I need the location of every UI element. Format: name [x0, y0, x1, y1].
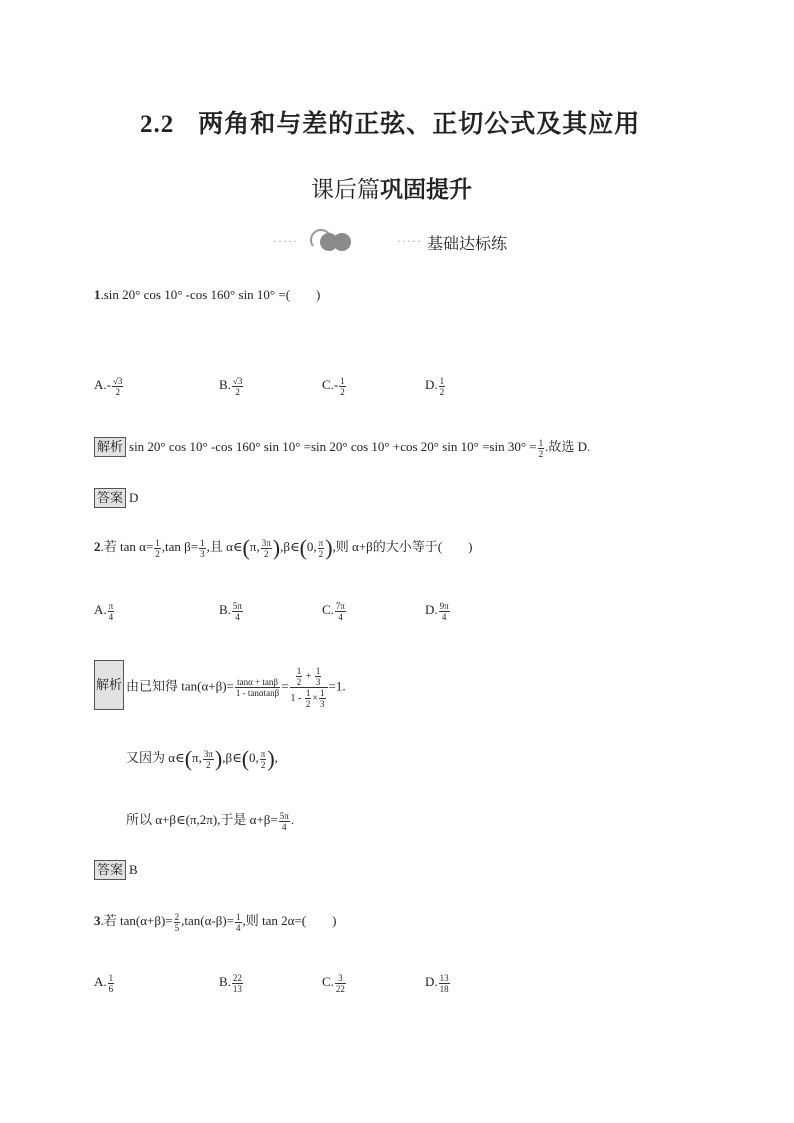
answer-value: D: [129, 490, 139, 505]
q3-option-c: C. $\frac{3}{22}$: [322, 972, 345, 994]
question-number: 2: [94, 539, 101, 554]
question-text: .sin 20° cos 10° -cos 160° sin 10° =( ): [100, 287, 321, 302]
q2-option-c: C. $\frac{7\pi}{4}$: [322, 600, 345, 622]
q1-answer: [94, 488, 138, 508]
q2-option-b: B. $\frac{5\pi}{4}$: [219, 600, 242, 622]
analysis-end: .故选 D.: [545, 439, 591, 454]
compound-fraction: $\frac{1}{2}$ + $\frac{1}{3}$ 1 - $\frac{1}{2}$ × $\frac{1}{3}$: [290, 666, 328, 709]
section-number: 2.2: [140, 111, 175, 138]
level-label: 基础达标练: [427, 234, 508, 253]
subtitle-normal: 课后篇: [311, 177, 380, 202]
question-number: 1: [94, 287, 101, 302]
q2-analysis-line-1: 由已知得 tan(α+β)= $\frac{\tan\alpha + \tan\beta}{1 - \tan\alpha\tan\beta}$ = $\frac{1}{2}$ + $\frac{1}{3}$ 1 - $\frac{1}{2}$ × $\frac{1}{3}$ =1.: [126, 666, 346, 709]
q2-answer: [94, 860, 138, 880]
q2-analysis-tag: 解析: [94, 660, 124, 710]
q1-analysis: 解析 sin 20° cos 10° -cos 160° sin 10° =sin 20° cos 10° +cos 20° sin 10° =sin 30° = $\frac{1}{2}$ .故选 D.: [94, 437, 590, 459]
level-dots-right: ·····: [397, 234, 422, 248]
answer-tag: 答案: [94, 860, 126, 880]
q1-option-a: A.- $\frac{√3}{2}$: [94, 375, 123, 397]
analysis-tag: 解析: [94, 437, 126, 457]
q1-option-d: D. $\frac{1}{2}$: [425, 375, 445, 397]
page-title: [140, 104, 640, 140]
level-banner: [273, 228, 533, 254]
answer-tag: 答案: [94, 488, 126, 508]
level-badge-icon: [307, 228, 355, 254]
q2-analysis-line-3: 所以 α+β∈(π,2π),于是 α+β= $\frac{5\pi}{4}$ .: [126, 810, 295, 832]
subtitle: [311, 171, 472, 204]
question-2-stem: 2.若 tan α= $\frac{1}{2}$ ,tan β= $\frac{1}{3}$ ,且 α∈(π, $\frac{3\pi}{2}$ ),β∈(0, $\frac{\pi}{2}$ ),则 α+β的大小等于( ): [94, 535, 473, 561]
subtitle-bold: 巩固提升: [380, 177, 472, 202]
question-3-stem: 3.若 tan(α+β)= $\frac{2}{5}$ ,tan(α-β)= $\frac{1}{4}$ ,则 tan 2α=( ): [94, 911, 337, 933]
q3-option-d: D. $\frac{13}{18}$: [425, 972, 449, 994]
q2-option-d: D. $\frac{9\pi}{4}$: [425, 600, 449, 622]
section-title: 两角和与差的正弦、正切公式及其应用: [198, 111, 641, 138]
q1-option-b: B. $\frac{√3}{2}$: [219, 375, 243, 397]
q2-analysis-line-2: 又因为 α∈(π, $\frac{3\pi}{2}$ ),β∈(0, $\frac{\pi}{2}$ ),: [126, 746, 278, 772]
q1-option-c: C.- $\frac{1}{2}$: [322, 375, 345, 397]
q2-option-a: A. $\frac{\pi}{4}$: [94, 600, 114, 622]
level-dots-left: ·····: [273, 234, 298, 248]
question-1-stem: [94, 285, 320, 305]
question-number: 3: [94, 913, 101, 928]
q3-option-b: B. $\frac{22}{13}$: [219, 972, 242, 994]
analysis-text: sin 20° cos 10° -cos 160° sin 10° =sin 20° cos 10° +cos 20° sin 10° =sin 30° =: [129, 439, 537, 454]
q3-option-a: A. $\frac{1}{6}$: [94, 972, 114, 994]
answer-value: B: [129, 862, 138, 877]
